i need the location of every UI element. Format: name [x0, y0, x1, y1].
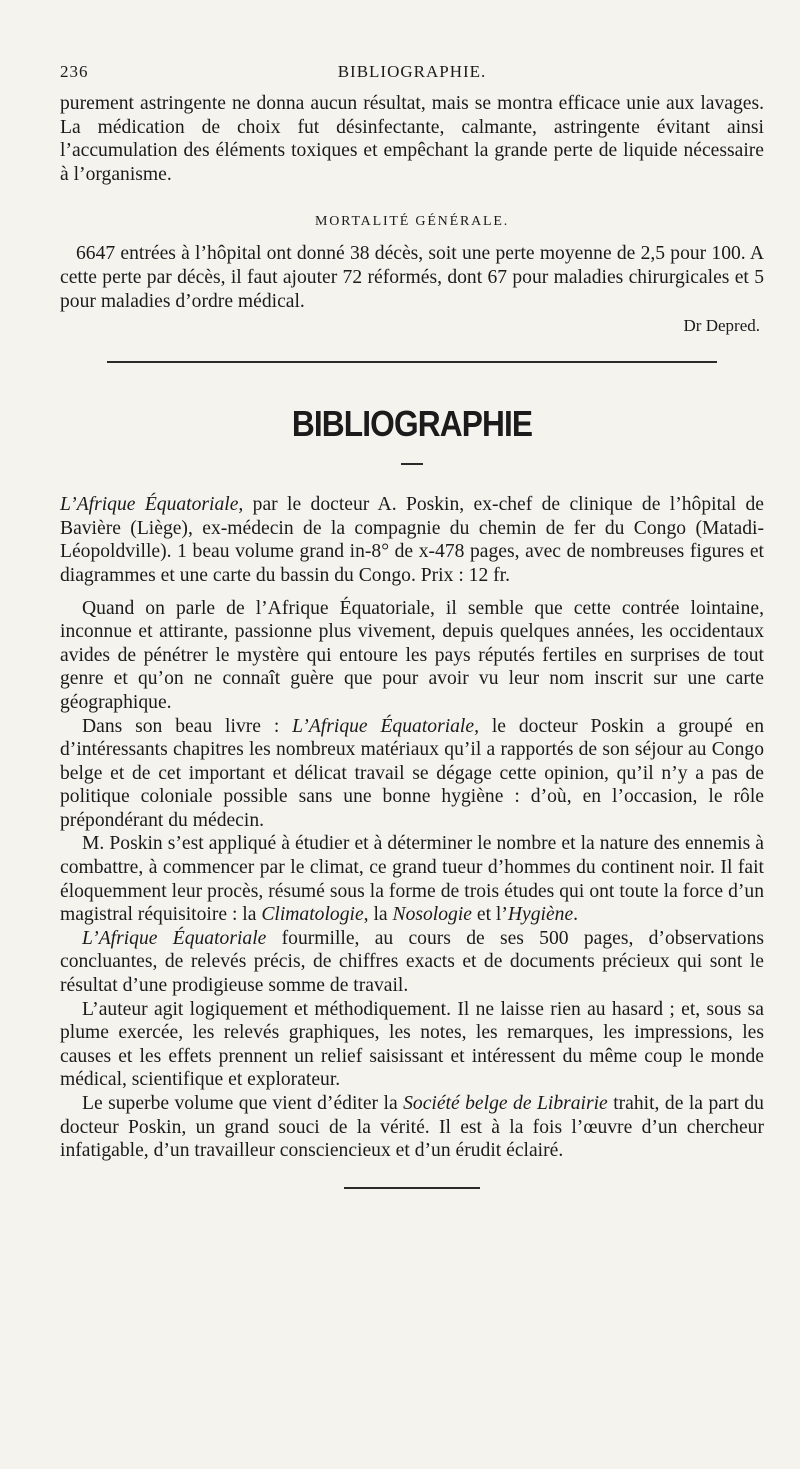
- review-text: le docteur Poskin a groupé en d’intéressants chapitres les nombreux matériaux qu’il a rapportés de son séjour au Congo belge et de cet important et délicat travail se dégage cette opinion, qu’il n’y a pas de politique coloniale possible sans une bonne hygiène : d’où, en l’occasion, le rôle prépondérant du médecin.: [60, 715, 764, 831]
- book-title-inline: L’Afrique Équatoriale: [82, 927, 267, 949]
- intro-paragraph: purement astringente ne donna aucun résultat, mais se montra efficace unie aux lavages. La médication de choix fut désinfectante, calmante, astringente évitant ainsi l’accumulation des éléments toxiques et empêchant la grande perte de liquide nécessaire à l’organisme.: [60, 93, 764, 185]
- book-details: par le docteur A. Poskin, ex-chef de clinique de l’hôpital de Bavière (Liège), ex-médecin de la compagnie du chemin de fer du Congo (Matadi-Léopoldville). 1 beau volume grand in-8° de x-478 pages, avec de nombreuses figures et diagrammes et une carte du bassin du Congo. Prix : 12 fr.: [60, 494, 765, 586]
- review-paragraph-5: L’auteur agit logiquement et méthodiquement. Il ne laisse rien au hasard ; et, sous sa plume exercée, les relevés graphiques, les notes, les remarques, les impressions, les causes et les effets prennent un relief saisissant et intéressent du même coup le monde médical, scientifique et explorateur.: [60, 998, 764, 1091]
- review-text: fourmille, au cours de ses 500 pages, d’observations concluantes, de relevés précis, de chiffres exacts et de documents précieux qui sont le résultat d’une prodigieuse somme de travail.: [60, 927, 764, 997]
- study-title: Nosologie: [392, 904, 472, 926]
- running-title: BIBLIOGRAPHIE.: [337, 62, 487, 81]
- review-text: , la: [363, 904, 393, 926]
- review-paragraph-1: Quand on parle de l’Afrique Équatoriale, il semble que cette contrée lointaine, inconnue et attirante, passionne plus vivement, depuis quelques années, les occidentaux avides de pénétrer le mystère qui entoure les pays réputés fertiles en surprises de tout genre et qu’on ne connaît guère que pour avoir vu leur nom inscrit sur une carte géographique.: [60, 597, 764, 713]
- review-paragraph-2: [60, 715, 764, 833]
- bibliography-title: BIBLIOGRAPHIE: [291, 403, 533, 445]
- author-signature: Dr Depred.: [683, 316, 760, 336]
- review-text: Le superbe volume que vient d’éditer la: [82, 1093, 404, 1114]
- publisher-name: Société belge de Librairie: [403, 1093, 608, 1114]
- title-underline: [401, 463, 423, 465]
- page: [60, 62, 764, 1189]
- study-title: Climatologie: [261, 904, 364, 926]
- review-text: Dans son beau livre :: [82, 715, 293, 737]
- running-header: [60, 62, 764, 92]
- end-divider: [344, 1187, 480, 1189]
- mortality-paragraph: 6647 entrées à l’hôpital ont donné 38 décès, soit une perte moyenne de 2,5 pour 100. A cette perte par décès, il faut ajouter 72 réformés, dont 67 pour maladies chirurgicales et 5 pour maladies d’ordre médical.: [60, 243, 764, 312]
- review-text: trahit, de la part du docteur Poskin, un grand souci de la vérité. Il est à la fois l’œuvre d’un chercheur infatigable, d’un travailleur consciencieux et d’un érudit éclairé.: [60, 1093, 764, 1162]
- study-title: Hygiène: [507, 904, 574, 926]
- review-paragraph-6: [60, 1092, 764, 1163]
- review-paragraph-3: [60, 832, 764, 926]
- mortality-heading: MORTALITÉ GÉNÉRALE.: [315, 214, 509, 230]
- review-text: et l’: [471, 904, 508, 926]
- review-text: M. Poskin s’est appliqué à étudier et à déterminer le nombre et la nature des ennemis à combattre, à commencer par le climat, ce grand tueur d’hommes du continent noir. Il fait éloquemment leur procès, résumé sous la forme de trois études qui ont toute la force d’un magistral réquisitoire : la: [60, 833, 764, 926]
- book-title-inline: L’Afrique Équatoriale,: [292, 715, 479, 737]
- book-title: L’Afrique Équatoriale,: [60, 494, 244, 516]
- book-review: [60, 597, 764, 1163]
- page-number: 236: [60, 62, 89, 81]
- section-divider: [107, 361, 717, 363]
- book-entry: [60, 493, 764, 587]
- review-paragraph-4: [60, 927, 764, 998]
- review-text: .: [573, 904, 579, 926]
